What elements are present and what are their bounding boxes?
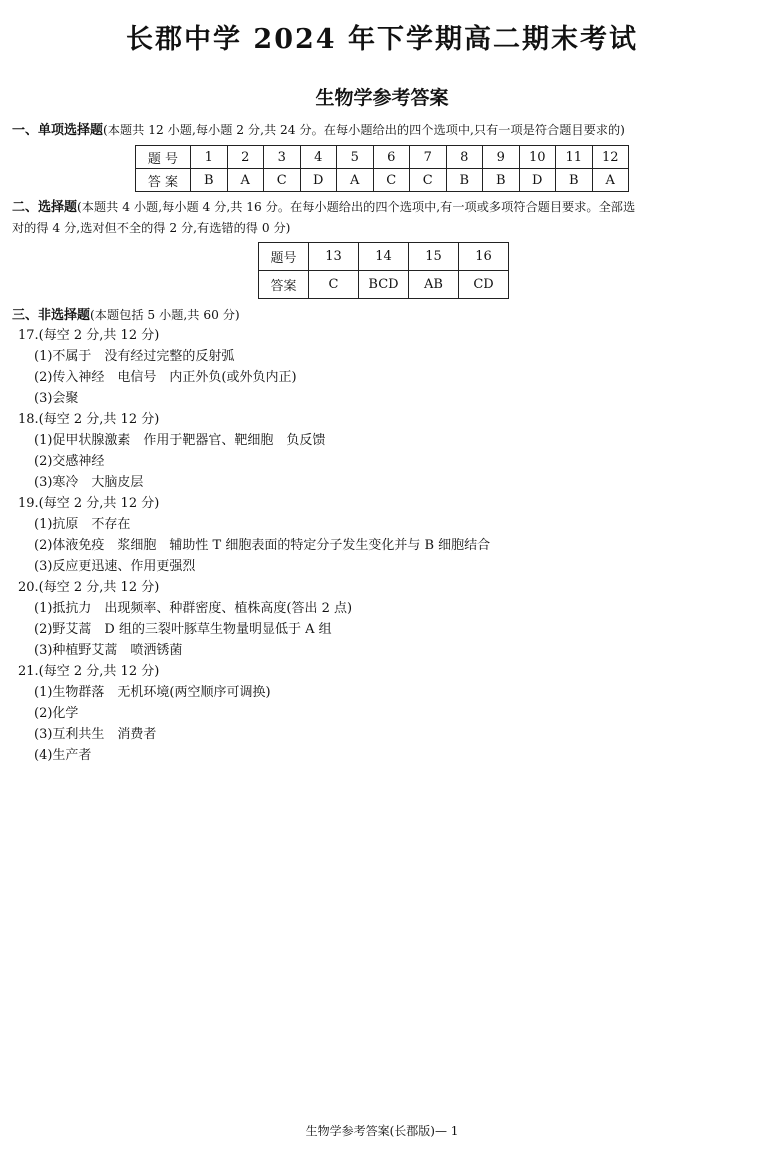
question-number: 9 (483, 146, 520, 169)
question-number: 14 (359, 243, 409, 271)
section2-title: 二、选择题 (12, 200, 78, 215)
section2-heading (12, 197, 635, 218)
row-label-answer: 答 案 (136, 169, 191, 192)
answer-line: (1)不属于 没有经过完整的反射弧 (34, 349, 235, 364)
question-number: 13 (309, 243, 359, 271)
question-21-header: 21.(每空 2 分,共 12 分) (18, 664, 160, 679)
question-number-row (136, 146, 629, 169)
question-number: 8 (446, 146, 483, 169)
answer-cell: D (300, 169, 337, 192)
section1-heading (12, 120, 625, 141)
answer-cell: C (373, 169, 410, 192)
question-number: 10 (519, 146, 556, 169)
question-number: 6 (373, 146, 410, 169)
answer-cell: B (446, 169, 483, 192)
answer-line: (4)生产者 (34, 748, 92, 763)
multiple-choice-answer-table (258, 242, 509, 299)
question-number: 2 (227, 146, 264, 169)
answer-line: (1)生物群落 无机环境(两空顺序可调换) (34, 685, 271, 700)
answer-row (259, 271, 509, 299)
answer-cell: CD (459, 271, 509, 299)
page-footer: 生物学参考答案(长郡版)— 1 (305, 1124, 459, 1138)
row-label-question: 题号 (259, 243, 309, 271)
section2-note: (本题共 4 小题,每小题 4 分,共 16 分。在每小题给出的四个选项中,有一项或多项符合题目要求。全部选 (77, 200, 636, 214)
question-number-row (259, 243, 509, 271)
question-number: 7 (410, 146, 447, 169)
answer-line: (1)抵抗力 出现频率、种群密度、植株高度(答出 2 点) (34, 601, 353, 616)
answer-cell: BCD (359, 271, 409, 299)
answer-line: (1)抗原 不存在 (34, 517, 131, 532)
question-number: 12 (592, 146, 629, 169)
answer-cell: B (483, 169, 520, 192)
section3-note: (本题包括 5 小题,共 60 分) (90, 308, 240, 322)
section3-heading (12, 305, 240, 326)
question-number: 16 (459, 243, 509, 271)
answer-cell: C (410, 169, 447, 192)
section1-note: (本题共 12 小题,每小题 2 分,共 24 分。在每小题给出的四个选项中,只有一项是符合题目要求的) (103, 123, 625, 137)
section3-title: 三、非选择题 (12, 308, 91, 323)
answer-cell: B (556, 169, 593, 192)
question-number: 11 (556, 146, 593, 169)
exam-title: 长郡中学 2024 年下学期高二期末考试 (126, 24, 638, 55)
answer-line: (2)野艾蒿 D 组的三裂叶豚草生物量明显低于 A 组 (34, 622, 332, 637)
question-18-header: 18.(每空 2 分,共 12 分) (18, 412, 160, 427)
row-label-answer: 答案 (259, 271, 309, 299)
answer-line: (3)种植野艾蒿 喷洒锈菌 (34, 643, 183, 658)
section2-note-continued: 对的得 4 分,选对但不全的得 2 分,有选错的得 0 分) (12, 221, 291, 235)
answer-cell: AB (409, 271, 459, 299)
answer-key-title: 生物学参考答案 (315, 87, 449, 109)
answer-row (136, 169, 629, 192)
answer-cell: C (264, 169, 301, 192)
answer-line: (2)化学 (34, 706, 79, 721)
question-number: 5 (337, 146, 374, 169)
question-number: 4 (300, 146, 337, 169)
answer-line: (2)交感神经 (34, 454, 105, 469)
answer-line: (3)互利共生 消费者 (34, 727, 157, 742)
row-label-question: 题 号 (136, 146, 191, 169)
answer-cell: A (227, 169, 264, 192)
answer-line: (3)会聚 (34, 391, 79, 406)
answer-line: (3)寒冷 大脑皮层 (34, 475, 144, 490)
answer-line: (2)传入神经 电信号 内正外负(或外负内正) (34, 370, 297, 385)
answer-cell: A (337, 169, 374, 192)
single-choice-answer-table (135, 145, 629, 192)
question-number: 1 (191, 146, 228, 169)
answer-line: (1)促甲状腺激素 作用于靶器官、靶细胞 负反馈 (34, 433, 326, 448)
question-20-header: 20.(每空 2 分,共 12 分) (18, 580, 160, 595)
question-17-header: 17.(每空 2 分,共 12 分) (18, 328, 160, 343)
answer-cell: A (592, 169, 629, 192)
answer-line: (3)反应更迅速、作用更强烈 (34, 559, 196, 574)
question-number: 15 (409, 243, 459, 271)
answer-cell: C (309, 271, 359, 299)
section1-title: 一、单项选择题 (12, 123, 104, 138)
question-19-header: 19.(每空 2 分,共 12 分) (18, 496, 160, 511)
question-number: 3 (264, 146, 301, 169)
answer-line: (2)体液免疫 浆细胞 辅助性 T 细胞表面的特定分子发生变化并与 B 细胞结合 (34, 538, 491, 553)
answer-cell: B (191, 169, 228, 192)
answer-cell: D (519, 169, 556, 192)
